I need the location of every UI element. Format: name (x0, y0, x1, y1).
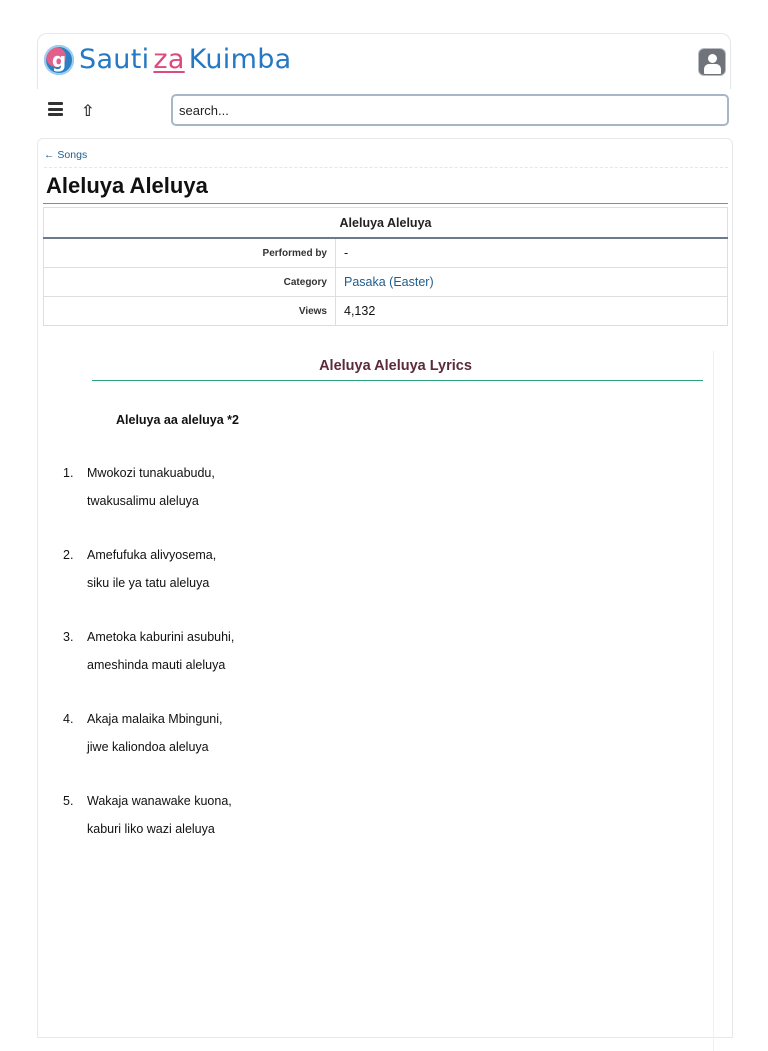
verse-line: ameshinda mauti aleluya (87, 658, 226, 672)
logo-letter: g (51, 47, 67, 72)
up-arrow-home-icon[interactable]: ⇧ (81, 101, 95, 120)
breadcrumb-songs-link[interactable]: ← Songs (44, 149, 88, 161)
verse-number: 4. (63, 712, 74, 726)
verse-line: siku ile ya tatu aleluya (87, 576, 210, 590)
category-cell (336, 268, 728, 297)
chorus-text: Aleluya aa aleluya *2 (116, 413, 239, 427)
search-input[interactable] (171, 94, 729, 126)
views-value: 4,132 (336, 297, 728, 326)
logo-part-3: Kuimba (188, 44, 292, 75)
logo-text (79, 44, 291, 75)
page-title: Aleluya Aleluya (46, 173, 208, 198)
lyrics-divider (92, 380, 703, 381)
verse-line: Akaja malaika Mbinguni, (87, 712, 223, 726)
avatar-body (704, 64, 721, 74)
hamburger-menu-icon[interactable] (48, 102, 63, 116)
logo-part-2: za (153, 44, 185, 75)
verse-number: 1. (63, 466, 74, 480)
lyrics-section (43, 351, 714, 1051)
logo-part-1: Sauti (79, 44, 150, 75)
verse-line: Mwokozi tunakuabudu, (87, 466, 215, 480)
lyrics-title: Aleluya Aleluya Lyrics (319, 358, 472, 374)
site-header (37, 33, 731, 89)
table-row (44, 297, 728, 326)
category-label: Category (44, 268, 336, 297)
user-avatar-icon[interactable] (698, 48, 726, 76)
title-divider (43, 203, 728, 204)
main-content (37, 138, 733, 1038)
table-row (44, 268, 728, 297)
verse-line: Amefufuka alivyosema, (87, 548, 217, 562)
verse-number: 3. (63, 630, 74, 644)
views-label: Views (44, 297, 336, 326)
site-logo[interactable] (44, 44, 291, 75)
table-row (44, 238, 728, 268)
verse-line: jiwe kaliondoa aleluya (87, 740, 209, 754)
avatar-head (708, 54, 717, 63)
info-table-heading: Aleluya Aleluya (44, 208, 728, 239)
category-link[interactable]: Pasaka (Easter) (344, 275, 434, 289)
toolbar (37, 90, 731, 130)
performed-by-label: Performed by (44, 238, 336, 268)
verse-number: 2. (63, 548, 74, 562)
verse-line: Wakaja wanawake kuona, (87, 794, 232, 808)
verse-line: Ametoka kaburini asubuhi, (87, 630, 235, 644)
logo-badge-icon (44, 45, 74, 75)
performed-by-value: - (336, 238, 728, 268)
breadcrumb-divider (44, 167, 728, 168)
verse-line: kaburi liko wazi aleluya (87, 822, 215, 836)
verse-number: 5. (63, 794, 74, 808)
verse-line: twakusalimu aleluya (87, 494, 199, 508)
song-info-table (43, 207, 728, 326)
